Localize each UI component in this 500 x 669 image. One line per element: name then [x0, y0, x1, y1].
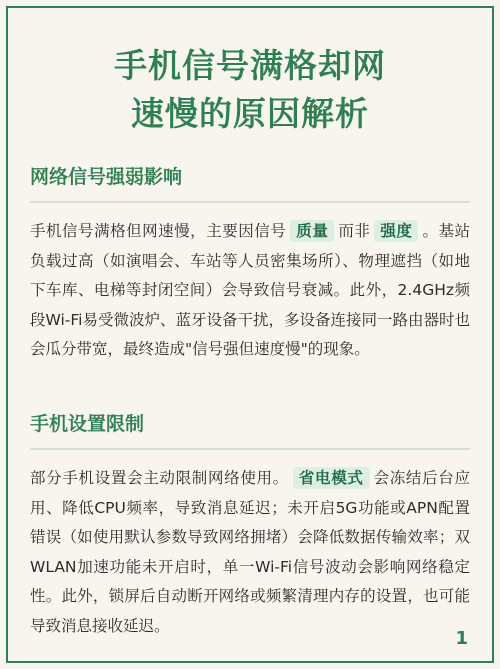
section-divider [30, 448, 470, 450]
page-number: 1 [455, 628, 468, 649]
body-text: 手机信号满格但网速慢，主要因信号 [30, 222, 287, 240]
section-phone-settings [30, 410, 470, 641]
section-heading: 网络信号强弱影响 [30, 166, 183, 188]
body-text: 会冻结后台应用、降低CPU频率，导致消息延迟；未开启5G功能或APN配置错误（如使用默认参数导致网络拥堵）会降低数据传输效率；双WLAN加速功能未开启时，单一Wi-Fi信号波动会影响网络稳定性。此外，锁屏后自动断开网络或频繁清理内存的设置，也可能导致消息接收延迟。 [30, 469, 470, 635]
body-text: 而非 [338, 222, 371, 240]
highlight-strength: 强度 [374, 220, 418, 242]
section-signal-strength [30, 163, 470, 365]
section-body [30, 217, 470, 365]
title-line-1: 手机信号满格却网 [114, 46, 386, 85]
highlight-power-saving: 省电模式 [293, 467, 370, 489]
section-heading: 手机设置限制 [30, 413, 145, 435]
section-divider [30, 201, 470, 203]
highlight-quality: 质量 [290, 220, 334, 242]
section-body [30, 464, 470, 641]
body-text: 。基站负载过高（如演唱会、车站等人员密集场所）、物理遮挡（如地下车库、电梯等封闭空间）会导致信号衰减。此外，2.4GHz频段Wi-Fi易受微波炉、蓝牙设备干扰，多设备连接同一路由器时也会瓜分带宽，最终造成"信号强但速度慢"的现象。 [30, 222, 470, 358]
title-line-2: 速慢的原因解析 [131, 94, 369, 133]
page-title [0, 42, 500, 138]
body-text: 部分手机设置会主动限制网络使用。 [30, 469, 289, 487]
